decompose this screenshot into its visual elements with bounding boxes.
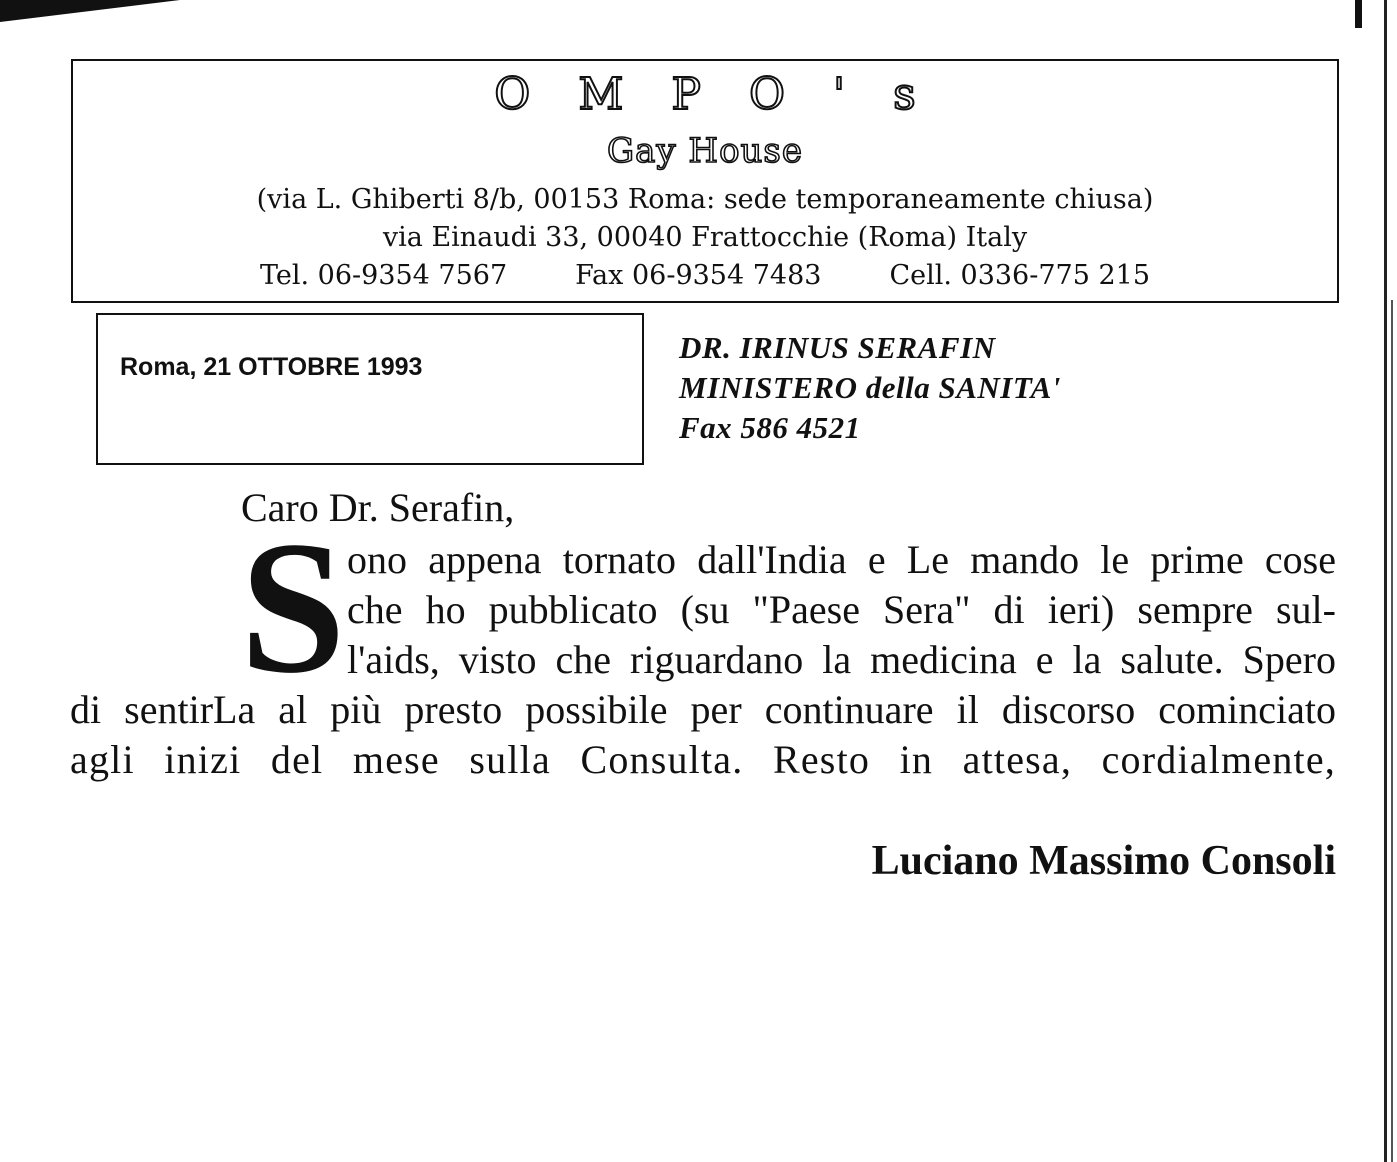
date-box xyxy=(96,313,644,465)
phone-number: Tel. 06-9354 7567 xyxy=(259,260,508,291)
scan-edge-line xyxy=(1384,0,1387,1162)
fax-number: Fax 06-9354 7483 xyxy=(575,260,822,291)
address-line-current: via Einaudi 33, 00040 Frattocchie (Roma) Italy xyxy=(382,222,1028,253)
letter-date: Roma, 21 OTTOBRE 1993 xyxy=(120,353,423,381)
recipient-office: MINISTERO della SANITA' xyxy=(679,370,1061,405)
org-name: OMPO's xyxy=(494,69,964,120)
scan-edge-line-secondary xyxy=(1391,300,1393,1162)
contact-row xyxy=(73,259,1337,293)
recipient-block xyxy=(679,328,1061,448)
scan-corner-mark xyxy=(0,0,180,22)
org-subtitle: Gay House xyxy=(606,131,804,171)
cell-number: Cell. 0336-775 215 xyxy=(889,260,1151,291)
body-line: di sentirLa al più presto possibile per continuare il discorso cominciato xyxy=(70,687,1336,732)
body-line: agli inizi del mese sulla Consulta. Resto in attesa, cordialmente, xyxy=(70,737,1336,782)
body-line: che ho pubblicato (su "Paese Sera" di ieri) sempre sul- xyxy=(347,587,1336,632)
recipient-name: DR. IRINUS SERAFIN xyxy=(679,330,996,365)
address-line-old: (via L. Ghiberti 8/b, 00153 Roma: sede temporaneamente chiusa) xyxy=(256,184,1154,215)
scan-edge-mark xyxy=(1355,0,1362,28)
letterhead-box xyxy=(71,59,1339,303)
body-line: ono appena tornato dall'India e Le mando le prime cose xyxy=(347,537,1336,582)
body-line: l'aids, visto che riguardano la medicina e la salute. Spero xyxy=(347,637,1336,682)
recipient-fax: Fax 586 4521 xyxy=(679,410,861,445)
drop-cap: S xyxy=(240,503,346,713)
signature: Luciano Massimo Consoli xyxy=(871,838,1336,884)
salutation: Caro Dr. Serafin, xyxy=(241,485,515,530)
